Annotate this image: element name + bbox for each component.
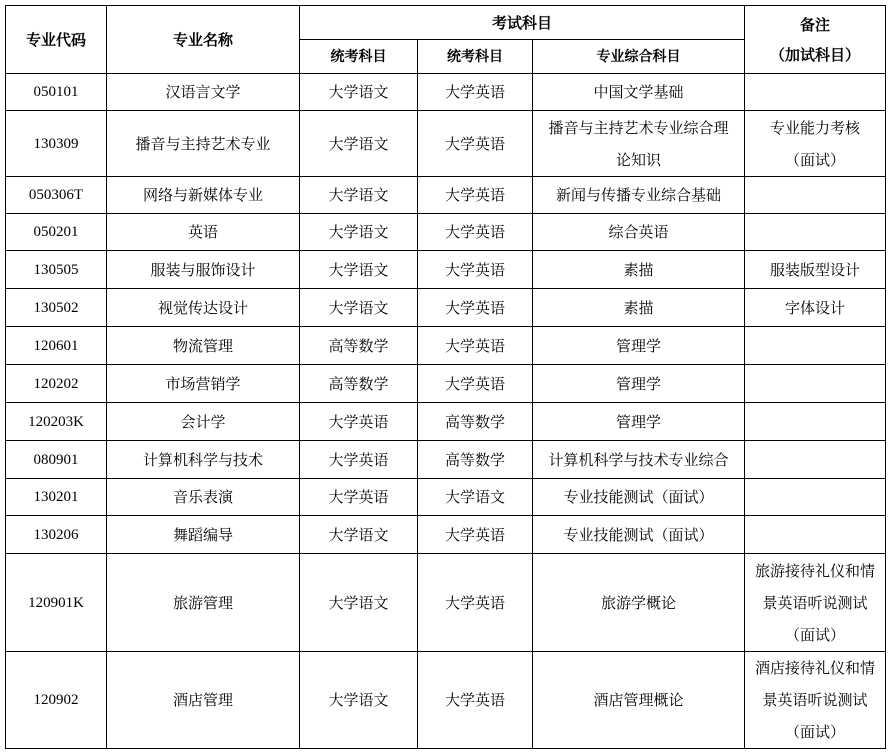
unified-subject-2-cell: 高等数学 bbox=[418, 403, 533, 441]
comprehensive-subject-cell: 素描 bbox=[533, 289, 745, 327]
unified-subject-1-cell: 大学英语 bbox=[300, 441, 418, 479]
header-remark-line2: （加试科目） bbox=[770, 45, 861, 64]
unified-subject-2-cell: 大学英语 bbox=[418, 74, 533, 111]
unified-subject-1-cell: 大学语文 bbox=[300, 177, 418, 214]
remark-cell bbox=[745, 74, 886, 111]
unified-subject-1-cell: 大学英语 bbox=[300, 479, 418, 516]
remark-cell bbox=[745, 177, 886, 214]
remark-cell: 酒店接待礼仪和情 景英语听说测试 （面试） bbox=[745, 652, 886, 749]
major-name-cell: 服装与服饰设计 bbox=[107, 251, 300, 289]
major-code-cell: 050101 bbox=[6, 74, 107, 111]
major-code-cell: 050201 bbox=[6, 214, 107, 251]
major-name-cell: 视觉传达设计 bbox=[107, 289, 300, 327]
comprehensive-subject-cell: 专业技能测试（面试） bbox=[533, 516, 745, 554]
header-remark bbox=[745, 6, 886, 74]
major-name-cell: 英语 bbox=[107, 214, 300, 251]
unified-subject-2-cell: 大学英语 bbox=[418, 554, 533, 652]
remark-cell: 旅游接待礼仪和情 景英语听说测试 （面试） bbox=[745, 554, 886, 652]
remark-cell: 专业能力考核 （面试） bbox=[745, 111, 886, 177]
major-name-cell: 酒店管理 bbox=[107, 652, 300, 749]
table-row bbox=[6, 441, 886, 479]
comprehensive-subject-cell: 管理学 bbox=[533, 403, 745, 441]
table-row bbox=[6, 365, 886, 403]
unified-subject-1-cell: 高等数学 bbox=[300, 327, 418, 365]
unified-subject-2-cell: 大学英语 bbox=[418, 251, 533, 289]
unified-subject-1-cell: 大学语文 bbox=[300, 516, 418, 554]
table-row bbox=[6, 177, 886, 214]
unified-subject-2-cell: 大学英语 bbox=[418, 289, 533, 327]
unified-subject-2-cell: 高等数学 bbox=[418, 441, 533, 479]
table-row bbox=[6, 403, 886, 441]
remark-cell bbox=[745, 365, 886, 403]
unified-subject-2-cell: 大学英语 bbox=[418, 516, 533, 554]
major-code-cell: 130309 bbox=[6, 111, 107, 177]
major-code-cell: 130502 bbox=[6, 289, 107, 327]
comprehensive-subject-cell: 综合英语 bbox=[533, 214, 745, 251]
table-row bbox=[6, 74, 886, 111]
comprehensive-subject-cell: 专业技能测试（面试） bbox=[533, 479, 745, 516]
header-major-code: 专业代码 bbox=[6, 6, 107, 74]
unified-subject-1-cell: 大学语文 bbox=[300, 652, 418, 749]
header-major-name: 专业名称 bbox=[107, 6, 300, 74]
major-name-cell: 播音与主持艺术专业 bbox=[107, 111, 300, 177]
exam-subjects-table bbox=[5, 5, 886, 749]
major-name-cell: 计算机科学与技术 bbox=[107, 441, 300, 479]
comprehensive-subject-cell: 素描 bbox=[533, 251, 745, 289]
major-name-cell: 音乐表演 bbox=[107, 479, 300, 516]
major-code-cell: 080901 bbox=[6, 441, 107, 479]
major-code-cell: 130505 bbox=[6, 251, 107, 289]
unified-subject-1-cell: 大学语文 bbox=[300, 214, 418, 251]
table-body bbox=[6, 74, 886, 749]
unified-subject-2-cell: 大学英语 bbox=[418, 652, 533, 749]
table-row bbox=[6, 289, 886, 327]
remark-cell bbox=[745, 403, 886, 441]
major-code-cell: 120202 bbox=[6, 365, 107, 403]
remark-cell: 字体设计 bbox=[745, 289, 886, 327]
table-row bbox=[6, 652, 886, 749]
comprehensive-subject-cell: 中国文学基础 bbox=[533, 74, 745, 111]
unified-subject-2-cell: 大学英语 bbox=[418, 214, 533, 251]
major-name-cell: 舞蹈编导 bbox=[107, 516, 300, 554]
major-name-cell: 物流管理 bbox=[107, 327, 300, 365]
major-name-cell: 会计学 bbox=[107, 403, 300, 441]
header-remark-line1: 备注 bbox=[800, 15, 831, 34]
unified-subject-1-cell: 大学语文 bbox=[300, 289, 418, 327]
remark-cell bbox=[745, 479, 886, 516]
unified-subject-1-cell: 高等数学 bbox=[300, 365, 418, 403]
comprehensive-subject-cell: 酒店管理概论 bbox=[533, 652, 745, 749]
comprehensive-subject-cell: 管理学 bbox=[533, 365, 745, 403]
remark-cell bbox=[745, 516, 886, 554]
major-name-cell: 网络与新媒体专业 bbox=[107, 177, 300, 214]
unified-subject-2-cell: 大学英语 bbox=[418, 177, 533, 214]
remark-cell bbox=[745, 327, 886, 365]
header-comprehensive-subject: 专业综合科目 bbox=[533, 40, 745, 74]
comprehensive-subject-cell: 计算机科学与技术专业综合 bbox=[533, 441, 745, 479]
major-code-cell: 130206 bbox=[6, 516, 107, 554]
comprehensive-subject-cell: 播音与主持艺术专业综合理 论知识 bbox=[533, 111, 745, 177]
table-row bbox=[6, 479, 886, 516]
unified-subject-2-cell: 大学英语 bbox=[418, 327, 533, 365]
table-row bbox=[6, 516, 886, 554]
unified-subject-1-cell: 大学语文 bbox=[300, 251, 418, 289]
table-row bbox=[6, 251, 886, 289]
major-code-cell: 120203K bbox=[6, 403, 107, 441]
comprehensive-subject-cell: 管理学 bbox=[533, 327, 745, 365]
major-code-cell: 050306T bbox=[6, 177, 107, 214]
unified-subject-2-cell: 大学英语 bbox=[418, 365, 533, 403]
unified-subject-1-cell: 大学英语 bbox=[300, 403, 418, 441]
remark-cell bbox=[745, 441, 886, 479]
table-row bbox=[6, 554, 886, 652]
remark-cell bbox=[745, 214, 886, 251]
major-code-cell: 120902 bbox=[6, 652, 107, 749]
major-name-cell: 旅游管理 bbox=[107, 554, 300, 652]
header-unified-subject-1: 统考科目 bbox=[300, 40, 418, 74]
unified-subject-1-cell: 大学语文 bbox=[300, 111, 418, 177]
unified-subject-1-cell: 大学语文 bbox=[300, 74, 418, 111]
header-exam-subjects: 考试科目 bbox=[300, 6, 745, 40]
comprehensive-subject-cell: 新闻与传播专业综合基础 bbox=[533, 177, 745, 214]
unified-subject-2-cell: 大学语文 bbox=[418, 479, 533, 516]
unified-subject-2-cell: 大学英语 bbox=[418, 111, 533, 177]
table-row bbox=[6, 327, 886, 365]
major-code-cell: 130201 bbox=[6, 479, 107, 516]
major-name-cell: 汉语言文学 bbox=[107, 74, 300, 111]
major-name-cell: 市场营销学 bbox=[107, 365, 300, 403]
comprehensive-subject-cell: 旅游学概论 bbox=[533, 554, 745, 652]
major-code-cell: 120901K bbox=[6, 554, 107, 652]
remark-cell: 服装版型设计 bbox=[745, 251, 886, 289]
major-code-cell: 120601 bbox=[6, 327, 107, 365]
table-row bbox=[6, 214, 886, 251]
table-row bbox=[6, 111, 886, 177]
header-unified-subject-2: 统考科目 bbox=[418, 40, 533, 74]
unified-subject-1-cell: 大学语文 bbox=[300, 554, 418, 652]
